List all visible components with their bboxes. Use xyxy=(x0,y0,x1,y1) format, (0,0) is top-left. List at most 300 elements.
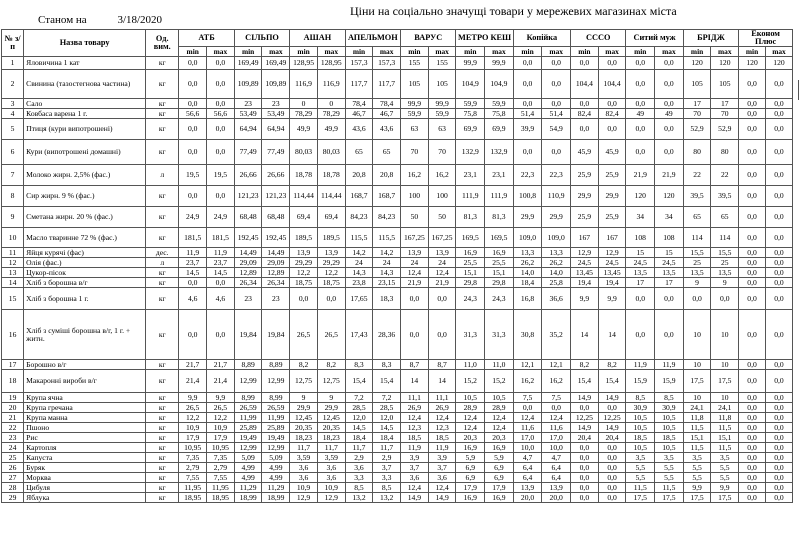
max-price-cell: 0,0 xyxy=(655,119,684,140)
max-price-cell: 18,3 xyxy=(373,288,401,310)
min-price-cell: 3,6 xyxy=(290,473,318,483)
min-price-cell: 155 xyxy=(401,57,429,70)
max-price-cell: 6,4 xyxy=(542,463,571,473)
max-price-cell: 12,99 xyxy=(262,370,290,393)
max-price-cell: 18,99 xyxy=(262,493,290,503)
max-price-cell: 0,0 xyxy=(207,278,235,288)
max-price-cell: 5,5 xyxy=(711,463,739,473)
min-price-cell: 11,9 xyxy=(179,248,207,258)
min-price-cell: 10,5 xyxy=(626,443,655,453)
min-price-cell: 23,8 xyxy=(345,278,373,288)
max-price-cell: 0,0 xyxy=(207,119,235,140)
max-price-cell: 49 xyxy=(655,109,684,119)
max-price-cell: 19,5 xyxy=(207,165,235,186)
max-price-cell: 4,7 xyxy=(542,453,571,463)
min-header: min xyxy=(456,47,485,57)
min-price-cell: 18,23 xyxy=(290,433,318,443)
min-price-cell: 120 xyxy=(683,57,711,70)
unit-cell: кг xyxy=(146,207,179,228)
max-price-cell: 8,5 xyxy=(655,393,684,403)
min-price-cell: 9 xyxy=(683,278,711,288)
min-price-cell: 6,4 xyxy=(513,473,542,483)
min-price-cell: 0,0 xyxy=(179,310,207,360)
max-price-cell: 0,0 xyxy=(765,433,792,443)
min-price-cell: 4,99 xyxy=(234,473,262,483)
max-price-cell: 21,4 xyxy=(207,370,235,393)
max-price-cell: 167,25 xyxy=(428,228,456,248)
min-price-cell: 16,9 xyxy=(456,443,485,453)
min-price-cell: 0,0 xyxy=(401,288,429,310)
unit-cell: кг xyxy=(146,403,179,413)
max-price-cell: 114,44 xyxy=(317,186,345,207)
min-price-cell: 23 xyxy=(234,288,262,310)
product-name-cell: Борошно в/г xyxy=(24,360,146,370)
min-price-cell: 0,0 xyxy=(739,207,766,228)
max-price-cell: 13,9 xyxy=(428,248,456,258)
min-price-cell: 21,4 xyxy=(179,370,207,393)
min-price-cell: 3,6 xyxy=(345,463,373,473)
max-price-cell: 0,0 xyxy=(711,288,739,310)
max-price-cell: 14,2 xyxy=(373,248,401,258)
max-price-cell: 29,9 xyxy=(317,403,345,413)
min-price-cell: 12,4 xyxy=(513,413,542,423)
max-price-cell: 26,5 xyxy=(317,310,345,360)
min-price-cell: 20,35 xyxy=(290,423,318,433)
min-price-cell: 70 xyxy=(401,140,429,165)
max-price-cell: 28,5 xyxy=(373,403,401,413)
max-price-cell: 0,0 xyxy=(765,493,792,503)
row-number-cell: 29 xyxy=(2,493,24,503)
row-number-cell: 10 xyxy=(2,228,24,248)
min-price-cell: 0,0 xyxy=(739,443,766,453)
max-price-cell: 0,0 xyxy=(655,288,684,310)
min-price-cell: 0,0 xyxy=(739,370,766,393)
min-price-cell: 11,99 xyxy=(234,413,262,423)
min-price-cell: 8,89 xyxy=(234,360,262,370)
store-header: Копійка xyxy=(513,30,570,47)
max-price-cell: 0,0 xyxy=(655,140,684,165)
max-price-cell: 30,9 xyxy=(655,403,684,413)
min-price-cell: 0,0 xyxy=(571,473,599,483)
min-price-cell: 3,9 xyxy=(401,453,429,463)
max-price-cell: 155 xyxy=(428,57,456,70)
min-price-cell: 181,5 xyxy=(179,228,207,248)
table-row xyxy=(2,248,793,258)
max-price-cell: 59,9 xyxy=(485,99,514,109)
max-price-cell: 120 xyxy=(765,57,792,70)
max-price-cell: 11,1 xyxy=(428,393,456,403)
min-price-cell: 22 xyxy=(683,165,711,186)
store-header: АПЕЛЬМОН xyxy=(345,30,400,47)
table-row xyxy=(2,433,793,443)
max-price-cell: 43,6 xyxy=(373,119,401,140)
product-name-cell: Свинина (тазостегнова частина) xyxy=(24,70,146,99)
min-header: min xyxy=(571,47,599,57)
max-price-cell: 0,0 xyxy=(765,70,792,99)
max-price-cell: 12,4 xyxy=(428,413,456,423)
min-price-cell: 28,9 xyxy=(456,403,485,413)
max-price-cell: 114 xyxy=(711,228,739,248)
min-price-cell: 7,5 xyxy=(513,393,542,403)
max-price-cell: 132,9 xyxy=(485,140,514,165)
unit-cell: кг xyxy=(146,99,179,109)
min-price-cell: 12,9 xyxy=(290,493,318,503)
row-number-cell: 8 xyxy=(2,186,24,207)
max-price-cell: 54,9 xyxy=(542,119,571,140)
min-price-cell: 5,5 xyxy=(683,473,711,483)
product-name-cell: Цибуля xyxy=(24,483,146,493)
max-price-cell: 13,3 xyxy=(542,248,571,258)
max-price-cell: 11,29 xyxy=(262,483,290,493)
max-price-cell: 12,2 xyxy=(317,268,345,278)
col-header-name: Назва товару xyxy=(24,30,146,57)
max-price-cell: 75,8 xyxy=(485,109,514,119)
min-price-cell: 39,5 xyxy=(683,186,711,207)
min-price-cell: 0,0 xyxy=(571,483,599,493)
min-price-cell: 14,3 xyxy=(345,268,373,278)
max-header: max xyxy=(598,47,626,57)
unit-cell: кг xyxy=(146,433,179,443)
max-price-cell: 10 xyxy=(711,360,739,370)
max-price-cell: 0,0 xyxy=(765,258,792,268)
max-price-cell: 23,1 xyxy=(485,165,514,186)
min-price-cell: 0,0 xyxy=(626,288,655,310)
max-price-cell: 3,5 xyxy=(711,453,739,463)
min-price-cell: 15,2 xyxy=(456,370,485,393)
min-price-cell: 20,0 xyxy=(513,493,542,503)
max-price-cell: 10,5 xyxy=(655,413,684,423)
min-price-cell: 16,2 xyxy=(401,165,429,186)
min-price-cell: 0,0 xyxy=(571,119,599,140)
table-row xyxy=(2,119,793,140)
max-price-cell: 25,9 xyxy=(598,165,626,186)
table-row xyxy=(2,493,793,503)
max-price-cell: 17 xyxy=(655,278,684,288)
max-price-cell: 18,23 xyxy=(317,433,345,443)
min-price-cell: 56,6 xyxy=(179,109,207,119)
table-row xyxy=(2,258,793,268)
max-price-cell: 17 xyxy=(711,99,739,109)
min-price-cell: 12,2 xyxy=(179,413,207,423)
min-price-cell: 30,9 xyxy=(626,403,655,413)
table-row xyxy=(2,57,793,70)
min-price-cell: 169,5 xyxy=(456,228,485,248)
min-price-cell: 8,5 xyxy=(626,393,655,403)
unit-cell: кг xyxy=(146,483,179,493)
min-price-cell: 14,5 xyxy=(345,423,373,433)
row-number-cell: 5 xyxy=(2,119,24,140)
max-price-cell: 0,0 xyxy=(765,443,792,453)
min-price-cell: 82,4 xyxy=(571,109,599,119)
store-header: АШАН xyxy=(290,30,345,47)
min-price-cell: 11,7 xyxy=(290,443,318,453)
min-price-cell: 12,4 xyxy=(401,268,429,278)
table-row xyxy=(2,360,793,370)
min-price-cell: 0,0 xyxy=(739,483,766,493)
min-price-cell: 53,49 xyxy=(234,109,262,119)
max-price-cell: 0,0 xyxy=(765,288,792,310)
min-price-cell: 24,5 xyxy=(571,258,599,268)
min-price-cell: 70 xyxy=(683,109,711,119)
min-price-cell: 13,5 xyxy=(626,268,655,278)
min-price-cell: 77,49 xyxy=(234,140,262,165)
max-price-cell: 26,66 xyxy=(262,165,290,186)
min-price-cell: 26,5 xyxy=(179,403,207,413)
store-header: Ситий муж xyxy=(626,30,683,47)
min-price-cell: 3,6 xyxy=(401,473,429,483)
max-price-cell: 26,5 xyxy=(207,403,235,413)
min-price-cell: 132,9 xyxy=(456,140,485,165)
min-price-cell: 109,89 xyxy=(234,70,262,99)
min-price-cell: 11,0 xyxy=(456,360,485,370)
max-price-cell: 17,5 xyxy=(711,370,739,393)
store-header: АТБ xyxy=(179,30,234,47)
max-price-cell: 14,49 xyxy=(262,248,290,258)
min-price-cell: 15 xyxy=(626,248,655,258)
unit-cell: кг xyxy=(146,493,179,503)
min-price-cell: 25,9 xyxy=(571,165,599,186)
row-number-cell: 19 xyxy=(2,393,24,403)
min-price-cell: 0,0 xyxy=(739,268,766,278)
max-price-cell: 169,49 xyxy=(262,57,290,70)
max-price-cell: 12,4 xyxy=(428,268,456,278)
max-price-cell: 116,9 xyxy=(317,70,345,99)
max-price-cell: 10 xyxy=(711,310,739,360)
max-price-cell: 53,49 xyxy=(262,109,290,119)
max-price-cell: 3,6 xyxy=(428,473,456,483)
min-price-cell: 26,5 xyxy=(290,310,318,360)
unit-cell: кг xyxy=(146,186,179,207)
min-price-cell: 6,9 xyxy=(456,473,485,483)
max-price-cell: 0,0 xyxy=(598,403,626,413)
min-price-cell: 26,34 xyxy=(234,278,262,288)
max-price-cell: 19,84 xyxy=(262,310,290,360)
product-name-cell: Рис xyxy=(24,433,146,443)
min-price-cell: 7,55 xyxy=(179,473,207,483)
max-price-cell: 3,5 xyxy=(655,453,684,463)
min-price-cell: 12,45 xyxy=(290,413,318,423)
max-price-cell: 10,95 xyxy=(207,443,235,453)
max-price-cell: 24 xyxy=(428,258,456,268)
min-price-cell: 43,6 xyxy=(345,119,373,140)
max-price-cell: 0,0 xyxy=(765,393,792,403)
min-price-cell: 189,5 xyxy=(290,228,318,248)
min-price-cell: 22,3 xyxy=(513,165,542,186)
min-price-cell: 8,99 xyxy=(234,393,262,403)
max-price-cell: 5,9 xyxy=(485,453,514,463)
max-price-cell: 24,5 xyxy=(598,258,626,268)
max-price-cell: 15 xyxy=(655,248,684,258)
max-price-cell: 104,4 xyxy=(598,70,626,99)
max-price-cell: 14,5 xyxy=(373,423,401,433)
max-price-cell: 0,0 xyxy=(765,248,792,258)
min-price-cell: 49 xyxy=(626,109,655,119)
min-price-cell: 52,9 xyxy=(683,119,711,140)
table-row xyxy=(2,403,793,413)
max-price-cell: 20,4 xyxy=(598,433,626,443)
max-price-cell: 14 xyxy=(598,310,626,360)
max-price-cell: 39,5 xyxy=(711,186,739,207)
max-price-cell: 9,9 xyxy=(711,483,739,493)
table-row xyxy=(2,165,793,186)
max-header: max xyxy=(317,47,345,57)
table-body xyxy=(2,57,793,503)
min-price-cell: 17,43 xyxy=(345,310,373,360)
max-price-cell: 65 xyxy=(711,207,739,228)
max-price-cell: 82,4 xyxy=(598,109,626,119)
min-price-cell: 0,0 xyxy=(571,493,599,503)
max-price-cell: 25,89 xyxy=(262,423,290,433)
min-price-cell: 9 xyxy=(290,393,318,403)
min-price-cell: 23,1 xyxy=(456,165,485,186)
min-price-cell: 15,1 xyxy=(456,268,485,278)
min-price-cell: 11,9 xyxy=(626,360,655,370)
min-price-cell: 19,84 xyxy=(234,310,262,360)
min-price-cell: 0,0 xyxy=(626,119,655,140)
min-price-cell: 11,95 xyxy=(179,483,207,493)
min-price-cell: 7,35 xyxy=(179,453,207,463)
max-price-cell: 23 xyxy=(262,99,290,109)
min-price-cell: 0,0 xyxy=(739,119,766,140)
max-price-cell: 52,9 xyxy=(711,119,739,140)
row-number-cell: 17 xyxy=(2,360,24,370)
max-price-cell: 6,9 xyxy=(485,473,514,483)
min-price-cell: 120 xyxy=(626,186,655,207)
max-price-cell: 12,4 xyxy=(428,483,456,493)
min-price-cell: 20,3 xyxy=(456,433,485,443)
min-price-cell: 15,1 xyxy=(683,433,711,443)
min-price-cell: 12,4 xyxy=(456,423,485,433)
max-price-cell: 128,95 xyxy=(317,57,345,70)
max-price-cell: 16,2 xyxy=(542,370,571,393)
min-price-cell: 25,5 xyxy=(456,258,485,268)
row-number-cell: 13 xyxy=(2,268,24,278)
min-price-cell: 8,5 xyxy=(345,483,373,493)
max-price-cell: 3,3 xyxy=(373,473,401,483)
min-price-cell: 13,5 xyxy=(683,268,711,278)
min-price-cell: 116,9 xyxy=(290,70,318,99)
min-price-cell: 0,0 xyxy=(571,443,599,453)
min-header: min xyxy=(179,47,207,57)
min-price-cell: 0,0 xyxy=(739,393,766,403)
min-price-cell: 18,78 xyxy=(290,165,318,186)
min-header: min xyxy=(401,47,429,57)
max-price-cell: 9 xyxy=(711,278,739,288)
max-price-cell: 13,45 xyxy=(598,268,626,278)
max-price-cell: 12,9 xyxy=(598,248,626,258)
max-price-cell: 14,9 xyxy=(598,423,626,433)
max-price-cell: 8,2 xyxy=(598,360,626,370)
max-price-cell: 0,0 xyxy=(542,57,571,70)
min-price-cell: 15,4 xyxy=(571,370,599,393)
max-price-cell: 0,0 xyxy=(598,443,626,453)
min-price-cell: 0,0 xyxy=(401,310,429,360)
table-row xyxy=(2,99,793,109)
max-price-cell: 5,5 xyxy=(711,473,739,483)
max-price-cell: 50 xyxy=(428,207,456,228)
product-name-cell: Хліб з борошна 1 г. xyxy=(24,288,146,310)
product-name-cell: Буряк xyxy=(24,463,146,473)
min-price-cell: 0,0 xyxy=(513,57,542,70)
min-price-cell: 24,1 xyxy=(683,403,711,413)
row-number-cell: 15 xyxy=(2,288,24,310)
table-row xyxy=(2,453,793,463)
max-price-cell: 8,2 xyxy=(317,360,345,370)
min-price-cell: 99,9 xyxy=(456,57,485,70)
max-price-cell: 6,4 xyxy=(542,473,571,483)
max-price-cell: 11,5 xyxy=(711,423,739,433)
max-price-cell: 0,0 xyxy=(765,278,792,288)
min-price-cell: 10,5 xyxy=(626,423,655,433)
max-price-cell: 120 xyxy=(711,57,739,70)
min-price-cell: 17 xyxy=(683,99,711,109)
max-price-cell: 11,99 xyxy=(262,413,290,423)
min-price-cell: 29,9 xyxy=(513,207,542,228)
min-price-cell: 157,3 xyxy=(345,57,373,70)
min-price-cell: 4,6 xyxy=(179,288,207,310)
min-price-cell: 109,0 xyxy=(513,228,542,248)
product-name-cell: Сметана жирн. 20 % (фас.) xyxy=(24,207,146,228)
max-price-cell: 16,2 xyxy=(428,165,456,186)
min-price-cell: 167,25 xyxy=(401,228,429,248)
table-row xyxy=(2,370,793,393)
unit-cell: л xyxy=(146,165,179,186)
min-price-cell: 50 xyxy=(401,207,429,228)
min-price-cell: 3,6 xyxy=(290,463,318,473)
max-price-cell: 24 xyxy=(373,258,401,268)
min-price-cell: 17,5 xyxy=(683,370,711,393)
max-price-cell: 10 xyxy=(711,393,739,403)
max-price-cell: 29,8 xyxy=(485,278,514,288)
min-price-cell: 49,9 xyxy=(290,119,318,140)
min-price-cell: 0,0 xyxy=(739,165,766,186)
max-price-cell: 59,9 xyxy=(428,109,456,119)
min-price-cell: 26,66 xyxy=(234,165,262,186)
max-header: max xyxy=(373,47,401,57)
min-price-cell: 5,09 xyxy=(234,453,262,463)
max-price-cell: 3,6 xyxy=(317,463,345,473)
max-price-cell: 4,99 xyxy=(262,463,290,473)
min-price-cell: 10 xyxy=(683,393,711,403)
min-price-cell: 6,9 xyxy=(456,463,485,473)
min-price-cell: 0,0 xyxy=(179,186,207,207)
product-name-cell: Крупа манна xyxy=(24,413,146,423)
min-price-cell: 25 xyxy=(683,258,711,268)
row-number-cell: 6 xyxy=(2,140,24,165)
max-price-cell: 7,55 xyxy=(207,473,235,483)
max-price-cell: 24,9 xyxy=(207,207,235,228)
max-price-cell: 2,9 xyxy=(373,453,401,463)
max-price-cell: 14,5 xyxy=(207,268,235,278)
min-header: min xyxy=(513,47,542,57)
max-price-cell: 17,5 xyxy=(655,493,684,503)
min-price-cell: 29,8 xyxy=(456,278,485,288)
min-price-cell: 11,9 xyxy=(401,443,429,453)
max-price-cell: 13,9 xyxy=(317,248,345,258)
min-price-cell: 3,59 xyxy=(290,453,318,463)
max-price-cell: 0,0 xyxy=(598,453,626,463)
max-price-cell: 0,0 xyxy=(542,99,571,109)
max-price-cell: 117,7 xyxy=(373,70,401,99)
min-price-cell: 46,7 xyxy=(345,109,373,119)
min-header: min xyxy=(683,47,711,57)
max-price-cell: 63 xyxy=(428,119,456,140)
min-price-cell: 21,7 xyxy=(179,360,207,370)
row-number-cell: 22 xyxy=(2,423,24,433)
max-price-cell: 25,8 xyxy=(542,278,571,288)
min-price-cell: 17,5 xyxy=(683,493,711,503)
min-price-cell: 65 xyxy=(345,140,373,165)
